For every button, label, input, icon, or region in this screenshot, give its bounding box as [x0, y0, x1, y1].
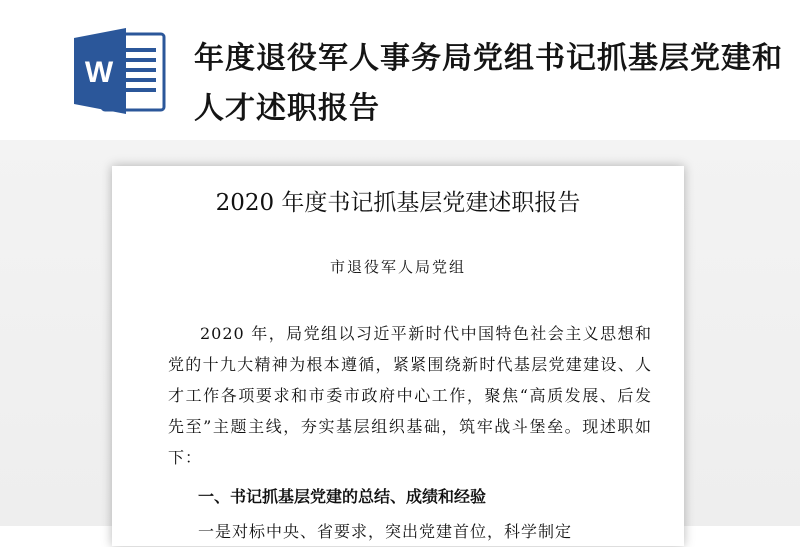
- word-document-icon: [74, 28, 166, 114]
- section-heading: 一、书记抓基层党建的总结、成绩和经验: [198, 487, 487, 506]
- svg-text:W: W: [84, 56, 114, 89]
- document-title: 2020 年度书记抓基层党建述职报告: [215, 190, 581, 216]
- document-page: [112, 166, 684, 546]
- page-title: 年度退役军人事务局党组书记抓基层党建和人才述职报告: [194, 41, 783, 126]
- document-author: 市退役军人局党组: [329, 258, 466, 276]
- document-paragraph: 2020 年，局党组以习近平新时代中国特色社会主义思想和党的十九大精神为根本遵循，紧紧围绕新时代基层党建建设、人才工作各项要求和市委市政府中心工作，聚焦“高质发展、后发先至”主题主线，夯实基层组织基础，筑牢战斗堡垒。现述职如下：: [168, 324, 652, 467]
- header-banner: [0, 0, 800, 140]
- document-next-line: 一是对标中央、省要求，突出党建首位，科学制定: [198, 522, 573, 541]
